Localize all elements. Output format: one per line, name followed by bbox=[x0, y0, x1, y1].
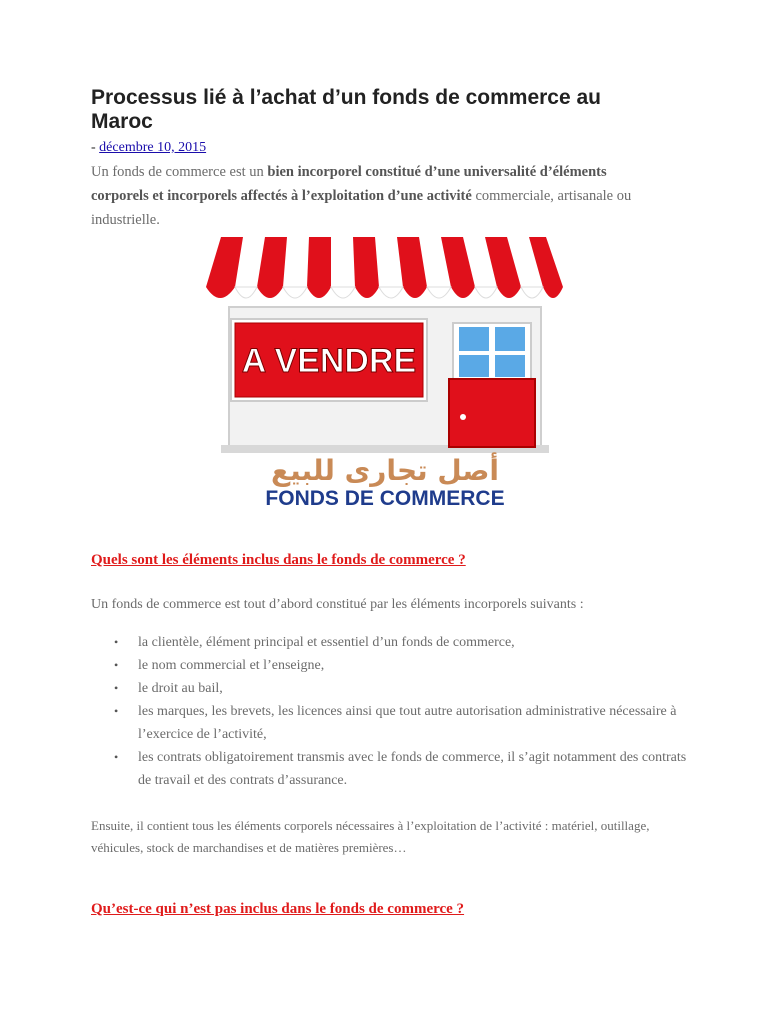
intro-text-1: Un fonds de commerce est un bbox=[91, 164, 268, 180]
door-knob bbox=[460, 414, 466, 420]
awning bbox=[206, 237, 563, 298]
date-prefix: - bbox=[91, 140, 96, 155]
intro-bold-text: bien incorporel constitué d’une universalité d’éléments corporels et incorporels affectés à l’exploitation d’une activité bbox=[91, 164, 607, 204]
list-item: • la clientèle, élément principal et essentiel d’un fonds de commerce, bbox=[138, 631, 698, 654]
list-item: • le nom commercial et l’enseigne, bbox=[138, 654, 698, 677]
incorporeal-elements-list bbox=[91, 631, 698, 792]
corporeal-elements-paragraph: Ensuite, il contient tous les éléments corporels nécessaires à l’exploitation de l’activité : matériel, outillage, véhicules, stock de marchandises et de matières premières… bbox=[91, 818, 650, 855]
section-lead: Un fonds de commerce est tout d’abord constitué par les éléments incorporels suivants : bbox=[91, 597, 584, 612]
section-heading-included: Quels sont les éléments inclus dans le fonds de commerce ? bbox=[91, 552, 466, 568]
list-item: • le droit au bail, bbox=[138, 677, 698, 700]
arabic-caption: أصل تجارى للبيع bbox=[270, 454, 500, 487]
article-date-link[interactable]: décembre 10, 2015 bbox=[99, 140, 207, 155]
shop-for-sale-image bbox=[191, 227, 578, 510]
list-item: • les marques, les brevets, les licences ainsi que tout autre autorisation administrative nécessaire à l’exercice de l’activité, bbox=[138, 700, 698, 746]
article-intro bbox=[91, 160, 651, 232]
shop-illustration bbox=[191, 227, 578, 510]
intro-text-2: commerciale, artisanale ou industrielle. bbox=[91, 188, 632, 228]
article-title: Processus lié à l’achat d’un fonds de commerce au Maroc bbox=[91, 86, 602, 133]
image-caption: FONDS DE COMMERCE bbox=[265, 487, 505, 510]
article-dateline bbox=[91, 140, 206, 156]
section-heading-not-included: Qu’est-ce qui n’est pas inclus dans le fonds de commerce ? bbox=[91, 901, 465, 917]
sign-text: A VENDRE bbox=[241, 342, 417, 380]
door bbox=[449, 379, 535, 447]
list-item: • les contrats obligatoirement transmis avec le fonds de commerce, il s’agit notamment des contrats de travail et des contrats d’assurance. bbox=[138, 746, 698, 792]
